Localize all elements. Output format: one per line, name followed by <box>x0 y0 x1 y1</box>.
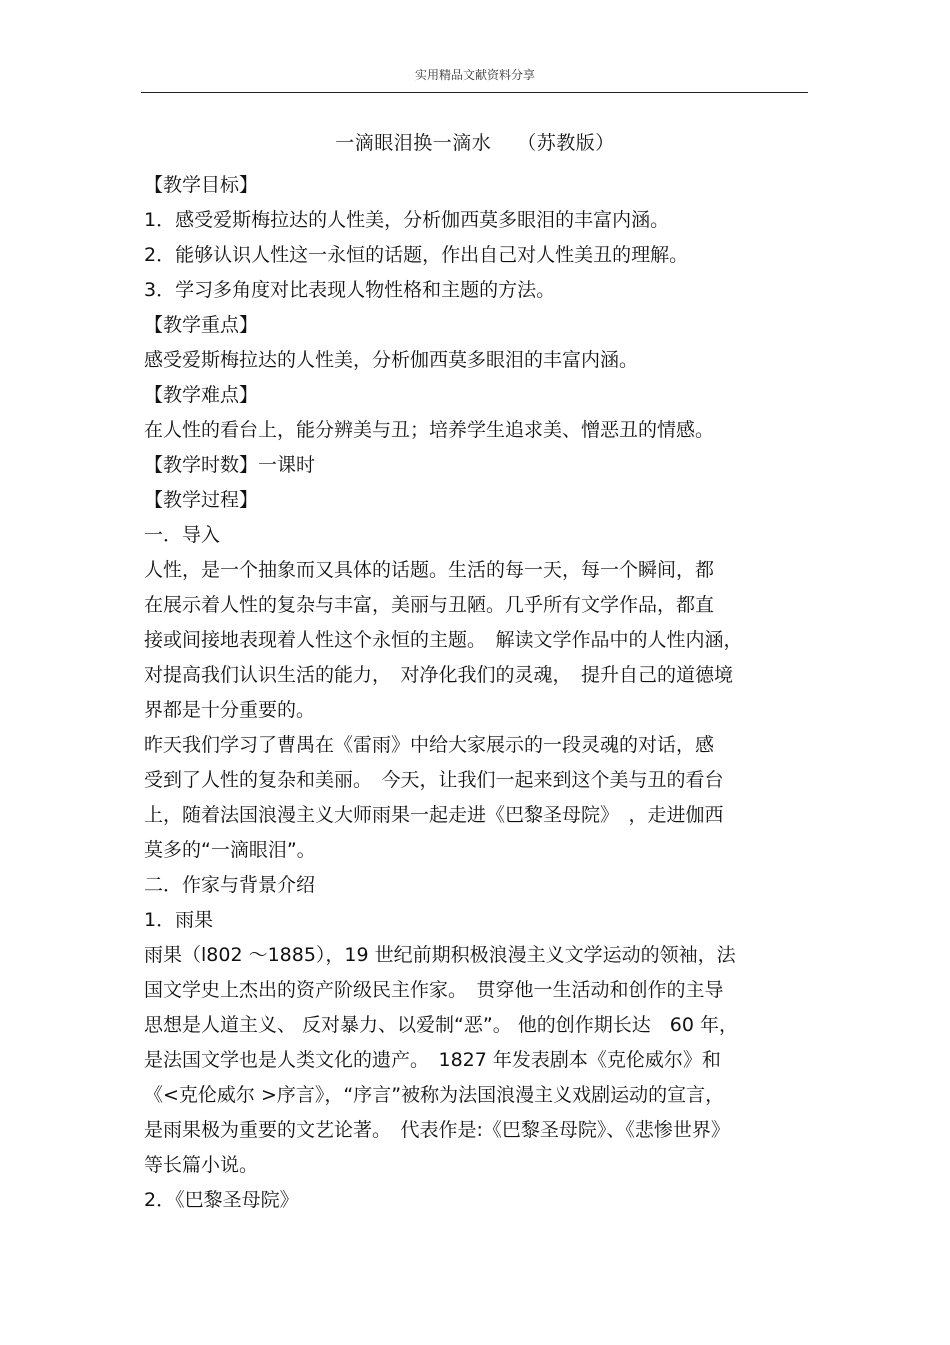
paragraph-line: 雨果（l802 ～1885），19 世纪前期积极浪漫主义文学运动的领袖，法 <box>144 944 736 966</box>
paragraph-line: 昨天我们学习了曹禺在《雷雨》中给大家展示的一段灵魂的对话，感 <box>144 734 715 756</box>
paragraph-line: 莫多的“一滴眼泪”。 <box>144 839 316 861</box>
goal-2: 2．能够认识人性这一永恒的话题，作出自己对人性美丑的理解。 <box>144 244 689 266</box>
paragraph-line: 《<克伦威尔 >序言》，“序言”被称为法国浪漫主义戏剧运动的宣言， <box>144 1084 725 1106</box>
paragraph-line: 是雨果极为重要的文艺论著。 代表作是:《巴黎圣母院》、《悲惨世界》 <box>144 1119 730 1141</box>
paragraph-line: 思想是人道主义、 反对暴力、以爱制“恶”。 他的创作期长达 60 年， <box>144 1014 738 1036</box>
section-heading-process: 【教学过程】 <box>144 489 259 511</box>
subheading-author-background: 二．作家与背景介绍 <box>144 874 316 896</box>
section-heading-key-points: 【教学重点】 <box>144 314 259 336</box>
paragraph-line: 接或间接地表现着人性这个永恒的主题。 解读文学作品中的人性内涵， <box>144 629 743 651</box>
goal-1: 1．感受爱斯梅拉达的人性美，分析伽西莫多眼泪的丰富内涵。 <box>144 209 670 231</box>
goal-3: 3．学习多角度对比表现人物性格和主题的方法。 <box>144 279 556 301</box>
paragraph-line: 是法国文学也是人类文化的遗产。 1827 年发表剧本《克伦威尔》和 <box>144 1049 721 1071</box>
paragraph-line: 对提高我们认识生活的能力， 对净化我们的灵魂， 提升自己的道德境 <box>144 664 734 686</box>
difficulties-text: 在人性的看台上，能分辨美与丑；培养学生追求美、憎恶丑的情感。 <box>144 419 715 441</box>
paragraph-line: 在展示着人性的复杂与丰富，美丽与丑陋。几乎所有文学作品，都直 <box>144 594 715 616</box>
paragraph-line: 受到了人性的复杂和美丽。 今天，让我们一起来到这个美与丑的看台 <box>144 769 724 791</box>
subheading-notre-dame: 2．《巴黎圣母院》 <box>144 1189 299 1211</box>
document-body <box>144 168 808 1218</box>
paragraph-line: 国文学史上杰出的资产阶级民主作家。 贯穿他一生活动和创作的主导 <box>144 979 724 1001</box>
subheading-hugo: 1．雨果 <box>144 909 214 931</box>
paragraph-line: 界都是十分重要的。 <box>144 699 316 721</box>
section-heading-difficulties: 【教学难点】 <box>144 384 259 406</box>
paragraph-line: 上，随着法国浪漫主义大师雨果一起走进《巴黎圣母院》 ，走进伽西 <box>144 804 724 826</box>
paragraph-line: 人性，是一个抽象而又具体的话题。生活的每一天，每一个瞬间，都 <box>144 559 715 581</box>
document-title: 一滴眼泪换一滴水 （苏教版） <box>335 132 615 154</box>
page-header: 实用精品文献资料分享 <box>414 68 535 82</box>
section-heading-goals: 【教学目标】 <box>144 174 259 196</box>
header-divider <box>141 92 808 93</box>
key-points-text: 感受爱斯梅拉达的人性美，分析伽西莫多眼泪的丰富内涵。 <box>144 349 639 371</box>
paragraph-line: 等长篇小说。 <box>144 1154 259 1176</box>
subheading-intro: 一．导入 <box>144 524 221 546</box>
section-heading-hours: 【教学时数】一课时 <box>144 454 316 476</box>
